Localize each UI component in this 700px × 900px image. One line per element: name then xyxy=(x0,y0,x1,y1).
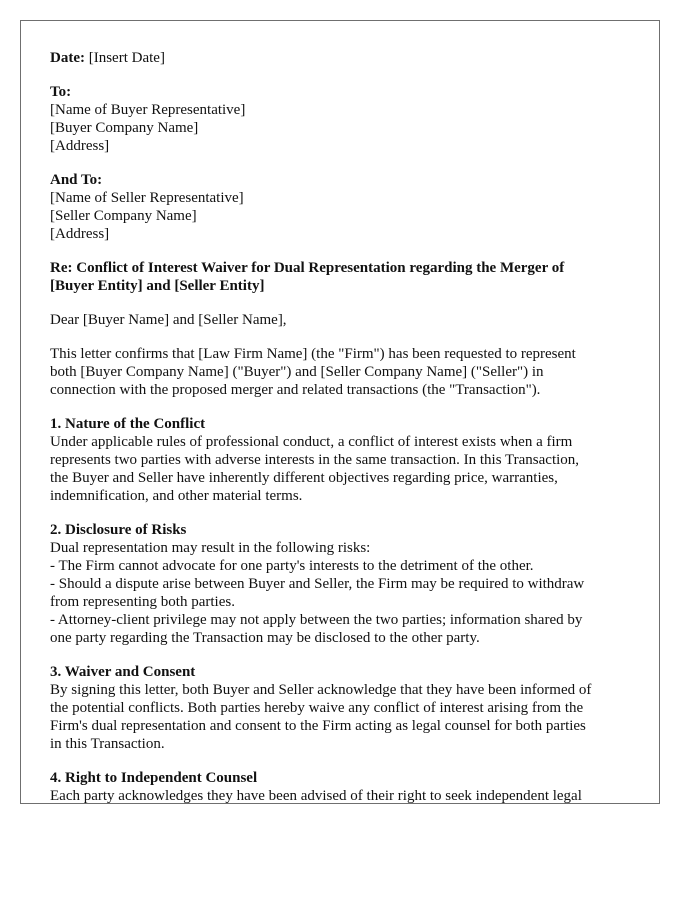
intro-line: connection with the proposed merger and related transactions (the "Transaction"). xyxy=(50,382,541,398)
and-to-company-name: [Seller Company Name] xyxy=(50,208,197,224)
section-nature-of-conflict xyxy=(50,415,635,505)
section-right-to-independent-counsel xyxy=(50,769,635,804)
date-line xyxy=(50,49,635,67)
intro-line: This letter confirms that [Law Firm Name] (the "Firm") has been requested to represent xyxy=(50,346,576,362)
section-line: - Attorney-client privilege may not apply between the two parties; information shared by xyxy=(50,612,583,628)
section-waiver-and-consent xyxy=(50,663,635,753)
section-line: Under applicable rules of professional conduct, a conflict of interest exists when a firm xyxy=(50,434,573,450)
to-address: [Address] xyxy=(50,138,110,154)
section-line: Firm's dual representation and consent to the Firm acting as legal counsel for both parties xyxy=(50,718,586,734)
letter-content xyxy=(50,49,635,804)
to-recipient-name: [Name of Buyer Representative] xyxy=(50,102,246,118)
subject-line-1: Re: Conflict of Interest Waiver for Dual Representation regarding the Merger of xyxy=(50,260,565,276)
section-heading: 3. Waiver and Consent xyxy=(50,664,196,680)
and-to-address: [Address] xyxy=(50,226,110,242)
intro-line: both [Buyer Company Name] ("Buyer") and [Seller Company Name] ("Seller") in xyxy=(50,364,544,380)
section-line: represents two parties with adverse interests in the same transaction. In this Transaction, xyxy=(50,452,580,468)
date-label: Date: xyxy=(50,50,85,66)
section-line: Each party acknowledges they have been advised of their right to seek independent legal xyxy=(50,788,582,804)
section-line: - Should a dispute arise between Buyer and Seller, the Firm may be required to withdraw xyxy=(50,576,585,592)
and-to-address-block xyxy=(50,171,635,243)
letter-page xyxy=(20,20,660,804)
subject-line xyxy=(50,259,635,295)
subject-line-2: [Buyer Entity] and [Seller Entity] xyxy=(50,278,265,294)
section-heading: 4. Right to Independent Counsel xyxy=(50,770,258,786)
to-address-block xyxy=(50,83,635,155)
salutation xyxy=(50,311,635,329)
section-line: Dual representation may result in the following risks: xyxy=(50,540,371,556)
section-line: indemnification, and other material terms. xyxy=(50,488,303,504)
salutation-text: Dear [Buyer Name] and [Seller Name], xyxy=(50,312,287,328)
section-line: one party regarding the Transaction may be disclosed to the other party. xyxy=(50,630,480,646)
section-line: in this Transaction. xyxy=(50,736,165,752)
section-line: - The Firm cannot advocate for one party's interests to the detriment of the other. xyxy=(50,558,534,574)
to-company-name: [Buyer Company Name] xyxy=(50,120,199,136)
and-to-label: And To: xyxy=(50,172,103,188)
intro-paragraph xyxy=(50,345,635,399)
section-line: the Buyer and Seller have inherently different objectives regarding price, warranties, xyxy=(50,470,558,486)
section-heading: 2. Disclosure of Risks xyxy=(50,522,187,538)
section-line: from representing both parties. xyxy=(50,594,235,610)
section-disclosure-of-risks xyxy=(50,521,635,647)
section-heading: 1. Nature of the Conflict xyxy=(50,416,206,432)
section-line: the potential conflicts. Both parties hereby waive any conflict of interest arising from the xyxy=(50,700,584,716)
date-value: [Insert Date] xyxy=(88,50,165,66)
and-to-recipient-name: [Name of Seller Representative] xyxy=(50,190,244,206)
to-label: To: xyxy=(50,84,72,100)
section-line: By signing this letter, both Buyer and Seller acknowledge that they have been informed of xyxy=(50,682,592,698)
